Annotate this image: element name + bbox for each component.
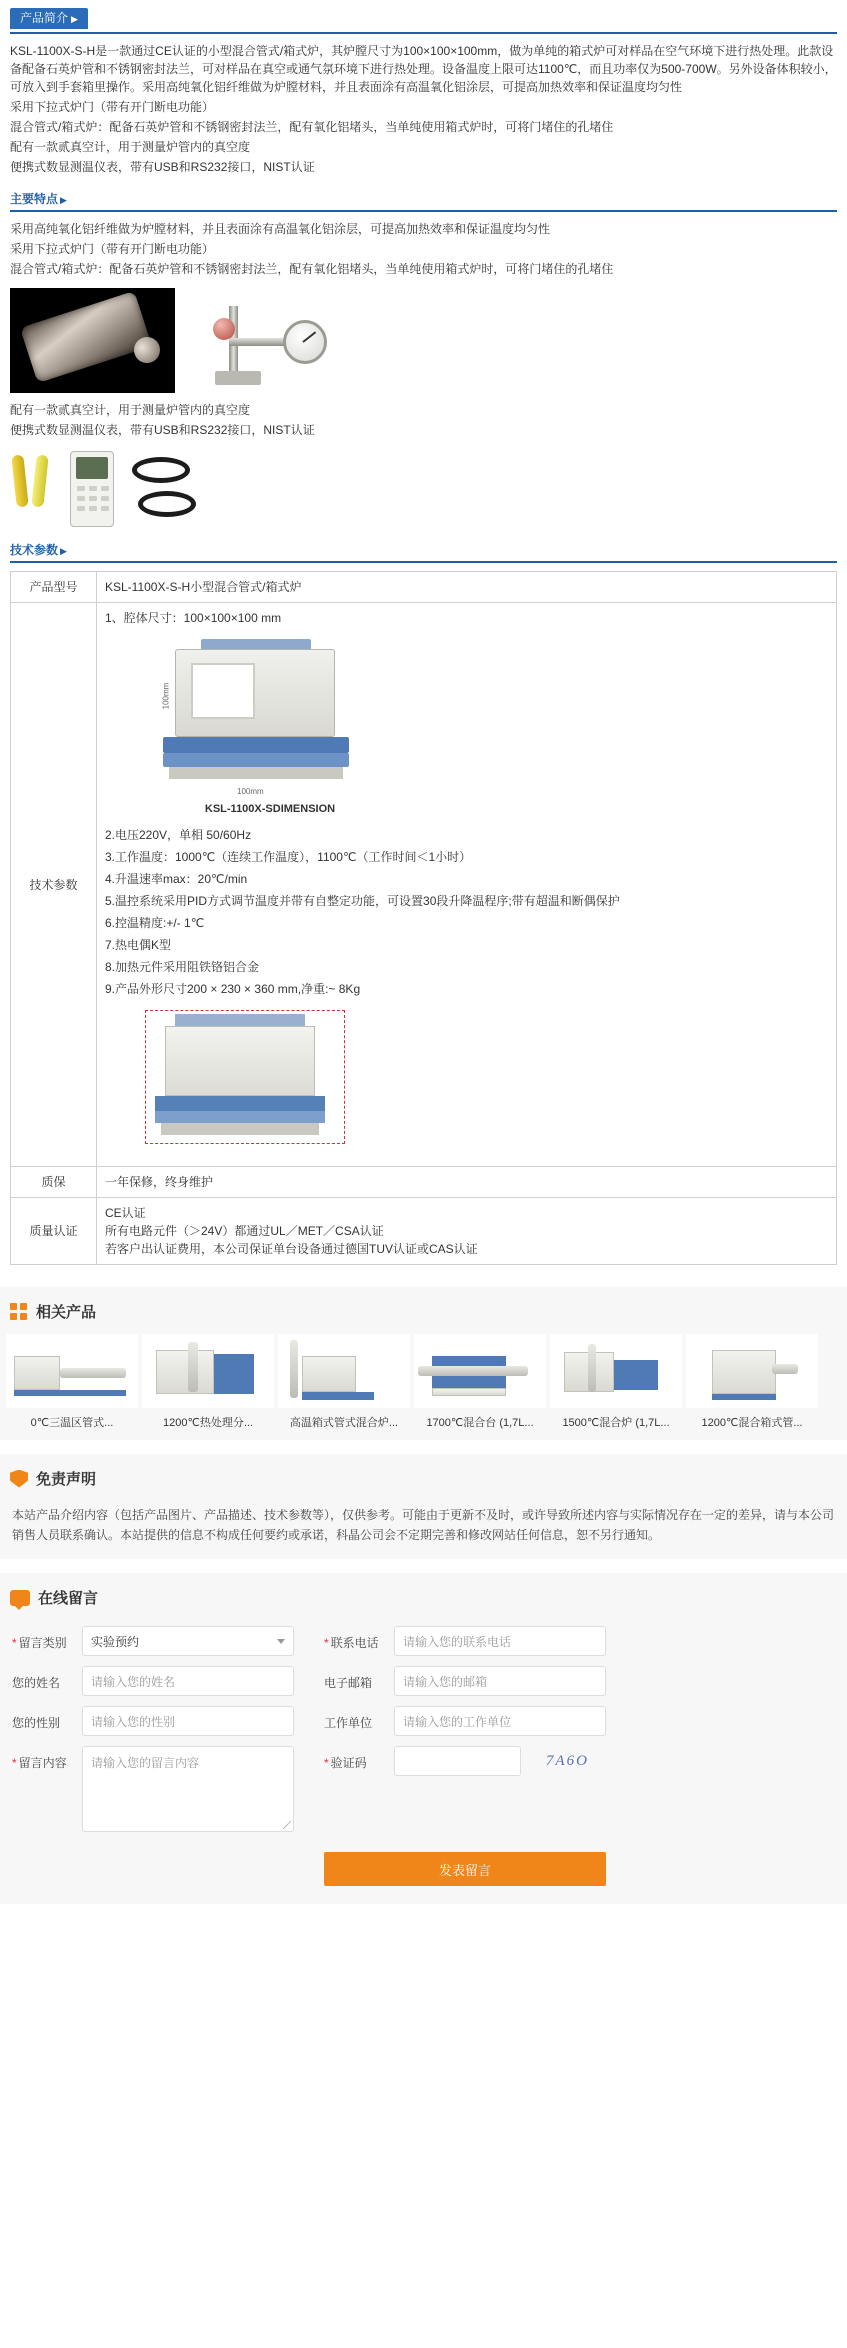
spec-param: 9.产品外形尺寸200 × 230 × 360 mm,净重:~ 8Kg [105, 982, 361, 996]
email-input[interactable] [394, 1666, 606, 1696]
disclaimer-text: 本站产品介绍内容（包括产品图片、产品描述、技术参数等），仅供参考。可能由于更新不及时，或许导致所述内容与实际情况存在一定的差异，请与本公司销售人员联系确认。本站提供的信息不构成任何要约或承诺，科晶公司会不定期完善和修改网站任何信息，恕不另行通知。 [12, 1508, 835, 1542]
spec-label: 质量认证 [11, 1198, 97, 1265]
product-thumbnail [686, 1334, 818, 1408]
required-marker: * [324, 1756, 329, 1770]
company-label: 工作单位 [324, 1716, 373, 1730]
spec-value: KSL-1100X-S-H小型混合管式/箱式炉 [97, 572, 837, 603]
message-form-grid [0, 1620, 847, 1886]
clamp-photo [10, 451, 56, 513]
section-title-features: 主要特点 [10, 192, 59, 206]
section-tag-intro [10, 8, 88, 29]
spec-param: 4.升温速率max：20℃/min [105, 872, 248, 886]
product-thumbnail [278, 1334, 410, 1408]
product-caption: 1200℃混合箱式管... [701, 1417, 803, 1429]
phone-label-text: 联系电话 [330, 1636, 379, 1650]
table-row [11, 572, 837, 603]
spec-label: 产品型号 [11, 572, 97, 603]
list-item[interactable] [142, 1334, 274, 1430]
content-label-text: 留言内容 [18, 1756, 67, 1770]
gender-label: 您的性别 [12, 1716, 61, 1730]
category-select[interactable] [82, 1626, 294, 1656]
spec-param: 2.电压220V，单相 50/60Hz [105, 828, 252, 842]
accessories-photo-row [0, 441, 847, 527]
feature-photo-row-1 [0, 280, 847, 393]
content-textarea[interactable] [82, 1746, 294, 1832]
gender-input[interactable] [82, 1706, 294, 1736]
spec-value-params [97, 603, 837, 1167]
spec-table [10, 571, 837, 1265]
features-text-bottom [0, 393, 847, 439]
thermometer-photo [70, 451, 114, 527]
phone-placeholder: 请输入您的联系电话 [403, 1634, 512, 1649]
product-thumbnail [414, 1334, 546, 1408]
table-row [11, 603, 837, 1167]
category-select-value: 实验预约 [91, 1634, 140, 1649]
chat-icon [10, 1590, 30, 1606]
intro-paragraph: 便携式数显测温仪表，带有USB和RS232接口，NIST认证 [10, 160, 315, 174]
page-root [0, 8, 847, 1904]
feature-paragraph: 采用下拉式炉门（带有开门断电功能） [10, 242, 215, 256]
feature-paragraph: 便携式数显测温仪表，带有USB和RS232接口，NIST认证 [10, 423, 315, 437]
category-label [12, 1626, 74, 1651]
product-caption: 1700℃混合台 (1,7L... [426, 1417, 534, 1429]
cert-line: 所有电路元件（＞24V）都通过UL／MET／CSA认证 [105, 1224, 384, 1238]
cable-photo [128, 451, 208, 527]
category-label-text: 留言类别 [18, 1636, 67, 1650]
feature-paragraph: 采用高纯氧化铝纤维做为炉膛材料，并且表面涂有高温氧化铝涂层，可提高加热效率和保证温度均匀性 [10, 222, 551, 236]
spec-label: 技术参数 [11, 603, 97, 1167]
chevron-right-icon: ▶ [60, 546, 67, 556]
product-thumbnail [550, 1334, 682, 1408]
spec-param: 5.温控系统采用PID方式调节温度并带有自整定功能，可设置30段升降温程序;带有超温和断偶保护 [105, 894, 620, 908]
furnace-dimension-diagram [105, 633, 435, 798]
cert-line: 若客户出认证费用，本公司保证单台设备通过德国TUV认证或CAS认证 [105, 1242, 478, 1256]
phone-input[interactable] [394, 1626, 606, 1656]
intro-paragraph: 混合管式/箱式炉：配备石英炉管和不锈钢密封法兰，配有氧化铝堵头，当单纯使用箱式炉时，可将门堵住的孔堵住 [10, 120, 614, 134]
dim-label-height: 100mm [161, 682, 171, 710]
company-placeholder: 请输入您的工作单位 [403, 1714, 512, 1729]
resize-grip-icon[interactable] [283, 1821, 291, 1829]
chevron-right-icon: ▶ [71, 14, 78, 24]
disclaimer-title-row [0, 1468, 847, 1501]
shield-icon [10, 1470, 28, 1488]
cert-line: CE认证 [105, 1206, 146, 1220]
name-input[interactable] [82, 1666, 294, 1696]
name-placeholder: 请输入您的姓名 [91, 1674, 176, 1689]
chevron-right-icon: ▶ [60, 195, 67, 205]
disclaimer-panel [0, 1454, 847, 1559]
email-placeholder: 请输入您的邮箱 [403, 1674, 488, 1689]
phone-label [324, 1626, 386, 1651]
product-caption: 1200℃热处理分... [163, 1417, 253, 1429]
table-row [11, 1167, 837, 1198]
spec-param: 8.加热元件采用阻铁铬铝合金 [105, 960, 260, 974]
list-item[interactable] [414, 1334, 546, 1430]
captcha-label-text: 验证码 [330, 1756, 367, 1770]
required-marker: * [12, 1756, 17, 1770]
section-tag-intro-label: 产品简介 [20, 11, 69, 25]
list-item[interactable] [278, 1334, 410, 1430]
spec-value-certs [97, 1198, 837, 1265]
related-products-title: 相关产品 [36, 1304, 97, 1321]
captcha-label [324, 1746, 386, 1771]
vacuum-gauge-photo [185, 288, 345, 393]
table-row [11, 1198, 837, 1265]
name-label: 您的姓名 [12, 1676, 61, 1690]
spec-param: 1、腔体尺寸：100×100×100 mm [105, 611, 282, 625]
company-input[interactable] [394, 1706, 606, 1736]
required-marker: * [324, 1636, 329, 1650]
list-item[interactable] [6, 1334, 138, 1430]
section-header-features [10, 190, 837, 212]
features-text-top [0, 212, 847, 278]
feature-paragraph: 混合管式/箱式炉：配备石英炉管和不锈钢密封法兰，配有氧化铝堵头，当单纯使用箱式炉时，可将门堵住的孔堵住 [10, 262, 614, 276]
list-item[interactable] [550, 1334, 682, 1430]
furnace-outline-diagram [105, 1006, 405, 1156]
content-label [12, 1746, 74, 1771]
message-form-title-row [0, 1587, 847, 1620]
captcha-image[interactable]: 7A6O [529, 1746, 606, 1776]
spec-label: 质保 [11, 1167, 97, 1198]
spec-param: 7.热电偶K型 [105, 938, 172, 952]
required-marker: * [12, 1636, 17, 1650]
product-caption: 高温箱式管式混合炉... [289, 1417, 399, 1429]
product-thumbnail [142, 1334, 274, 1408]
intro-paragraph: 采用下拉式炉门（带有开门断电功能） [10, 100, 215, 114]
product-caption: 0℃三温区管式... [30, 1417, 114, 1429]
intro-paragraph: 配有一款贰真空计，用于测量炉管内的真空度 [10, 140, 251, 154]
grid-icon [10, 1303, 28, 1321]
captcha-input[interactable] [394, 1746, 521, 1776]
section-title-specs: 技术参数 [10, 543, 59, 557]
section-header-specs [10, 541, 837, 563]
email-label: 电子邮箱 [324, 1676, 373, 1690]
submit-button[interactable]: 发表留言 [324, 1852, 606, 1886]
intro-text [0, 34, 847, 176]
content-placeholder: 请输入您的留言内容 [91, 1756, 200, 1770]
product-thumbnail [6, 1334, 138, 1408]
gender-placeholder: 请输入您的性别 [91, 1714, 176, 1729]
related-products-title-row [0, 1301, 847, 1334]
spec-param-list [105, 609, 828, 1156]
product-caption: 1500℃混合炉 (1,7L... [562, 1417, 670, 1429]
intro-paragraph: KSL-1100X-S-H是一款通过CE认证的小型混合管式/箱式炉，其炉膛尺寸为100×100×100mm，做为单纯的箱式炉可对样品在空气环境下进行热处理。此款设备配备石英炉管和不锈钢密封法兰，可对样品在真空或通气氛环境下进行热处理。设备温度上限可达1100℃，而且功率仅为500-700W。另外设备体积较小，可放入到手套箱里操作。采用高纯氧化铝纤维做为炉膛材料，并且表面涂有高温氧化铝涂层，可提高加热效率和保证温度均匀性 [10, 44, 837, 94]
related-products-panel [0, 1287, 847, 1440]
quartz-tube-photo [10, 288, 175, 393]
spec-param: 6.控温精度:+/- 1℃ [105, 916, 205, 930]
list-item[interactable] [686, 1334, 818, 1430]
dim-label-width: 100mm [237, 787, 264, 796]
feature-paragraph: 配有一款贰真空计，用于测量炉管内的真空度 [10, 403, 251, 417]
section-header-intro [10, 8, 837, 34]
chevron-down-icon [277, 1639, 285, 1644]
captcha-row [394, 1746, 606, 1776]
spec-param: 3.工作温度：1000℃（连续工作温度），1100℃（工作时间＜1小时） [105, 850, 472, 864]
message-form-title: 在线留言 [38, 1590, 99, 1607]
related-products-list [0, 1334, 847, 1430]
furnace-diagram-caption: KSL-1100X-SDIMENSION [204, 803, 336, 815]
message-form-panel [0, 1573, 847, 1904]
spec-value: 一年保修，终身维护 [97, 1167, 837, 1198]
disclaimer-title: 免责声明 [36, 1471, 97, 1488]
